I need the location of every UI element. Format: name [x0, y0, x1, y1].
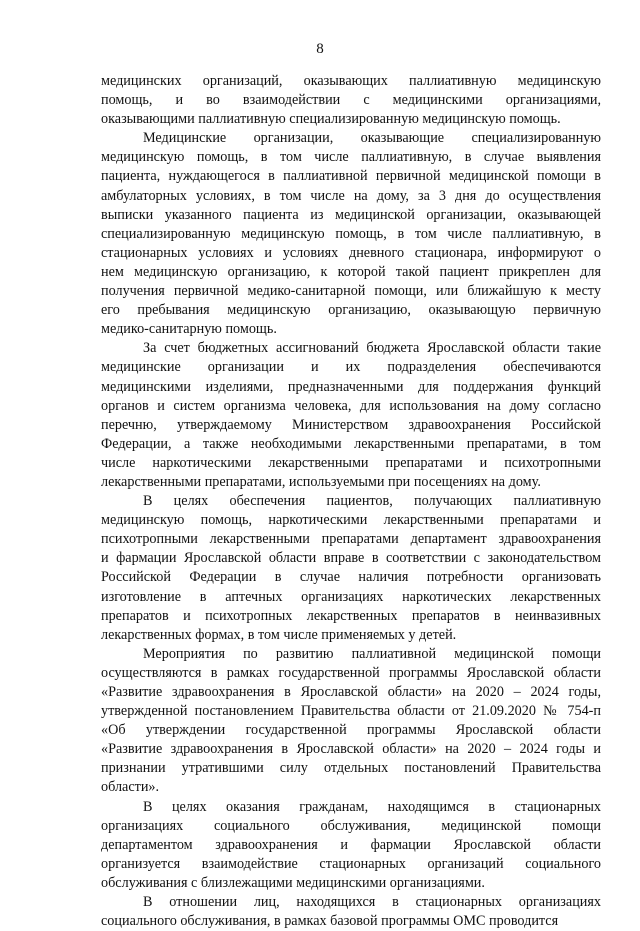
page-number: 8	[316, 41, 324, 57]
paragraph	[101, 645, 601, 798]
text-line: обслуживания с близлежащими медицинскими организациями.	[101, 874, 485, 891]
text-line: специализированную медицинскую помощь, в том числе паллиативную, в	[101, 225, 601, 242]
paragraph	[101, 492, 601, 645]
text-line: помощь, и во взаимодействии с медицинскими организациями,	[101, 92, 601, 109]
text-line: Медицинские организации, оказывающие специализированную	[143, 130, 601, 147]
text-line: За счет бюджетных ассигнований бюджета Ярославской области такие	[143, 340, 601, 357]
text-line: изготовление в аптечных организациях наркотических лекарственных	[101, 588, 601, 605]
text-line: получения первичной медико-санитарной помощи, или ближайшую к месту	[101, 283, 601, 300]
text-line: стационарных условиях и условиях дневного стационара, информируют о	[101, 244, 601, 261]
text-line: психотропными лекарственными препаратами департамент здравоохранения	[101, 531, 601, 548]
text-line: амбулаторных условиях, в том числе на дому, за 3 дня до осуществления	[101, 187, 601, 204]
text-line: перечню, утверждаемому Министерством здравоохранения Российской	[101, 416, 601, 433]
text-line: «Развитие здравоохранения в Ярославской области» на 2020 – 2024 годы,	[101, 684, 601, 700]
paragraph	[101, 129, 601, 339]
text-line: Российской Федерации в случае наличия потребности организовать	[101, 569, 601, 586]
text-line: осуществляются в рамках государственной программы Ярославской области	[101, 664, 601, 681]
paragraph	[101, 339, 601, 492]
text-line: области».	[101, 779, 160, 796]
paragraph	[101, 893, 601, 931]
text-line: и фармации Ярославской области вправе в соответствии с законодательством	[101, 550, 601, 567]
text-line: утвержденной постановлением Правительства области от 21.09.2020 № 754-п	[101, 703, 601, 720]
text-line: В целях обеспечения пациентов, получающих паллиативную	[143, 493, 601, 510]
text-line: медицинские организации и их подразделения обеспечиваются	[101, 359, 601, 376]
text-line: числе наркотическими лекарственными препаратами и психотропными	[101, 454, 601, 471]
text-line: оказывающими паллиативную специализированную медицинскую помощь.	[101, 111, 561, 128]
text-line: выписки указанного пациента из медицинской организации, оказывающей	[101, 206, 601, 223]
document-body	[101, 72, 601, 931]
text-line: медико-санитарную помощь.	[101, 321, 277, 338]
text-line: медицинскую помощь, наркотическими лекарственными препаратами и	[101, 512, 601, 529]
text-line: Федерации, а также необходимыми лекарственными препаратами, в том	[101, 435, 601, 452]
text-line: организациях социального обслуживания, медицинской помощи	[101, 817, 601, 834]
text-line: департаментом здравоохранения и фармации Ярославской области	[101, 836, 601, 853]
paragraph	[101, 72, 601, 129]
text-line: медицинскую помощь, в том числе паллиативную, в случае выявления	[101, 149, 601, 166]
text-line: лекарственными препаратами, используемыми при посещениях на дому.	[101, 473, 541, 490]
text-line: нем медицинскую организацию, к которой такой пациент прикреплен для	[101, 263, 601, 280]
text-line: препаратов и психотропных лекарственных препаратов в неинвазивных	[101, 607, 601, 624]
text-line: организуется взаимодействие стационарных организаций социального	[101, 855, 601, 872]
text-line: пациента, нуждающегося в паллиативной первичной медицинской помощи в	[101, 168, 601, 185]
text-line: Мероприятия по развитию паллиативной медицинской помощи	[143, 645, 601, 662]
text-line: В целях оказания гражданам, находящимся в стационарных	[143, 798, 601, 815]
text-line: «Об утверждении государственной программы Ярославской области	[101, 722, 601, 739]
text-line: его пребывания медицинскую организацию, оказывающую первичную	[101, 302, 601, 319]
text-line: «Развитие здравоохранения в Ярославской области» на 2020 – 2024 годы и	[101, 741, 601, 758]
text-line: социального обслуживания, в рамках базовой программы ОМС проводится	[101, 913, 559, 930]
text-line: признании утратившими силу отдельных постановлений Правительства	[101, 760, 601, 777]
text-line: органов и систем организма человека, для использования на дому согласно	[101, 397, 601, 414]
text-line: В отношении лиц, находящихся в стационарных организациях	[143, 894, 601, 911]
text-line: медицинскими изделиями, предназначенными для поддержания функций	[101, 378, 601, 395]
paragraph	[101, 798, 601, 893]
text-line: лекарственных формах, в том числе применяемых у детей.	[101, 626, 457, 643]
text-line: медицинских организаций, оказывающих паллиативную медицинскую	[101, 73, 601, 89]
